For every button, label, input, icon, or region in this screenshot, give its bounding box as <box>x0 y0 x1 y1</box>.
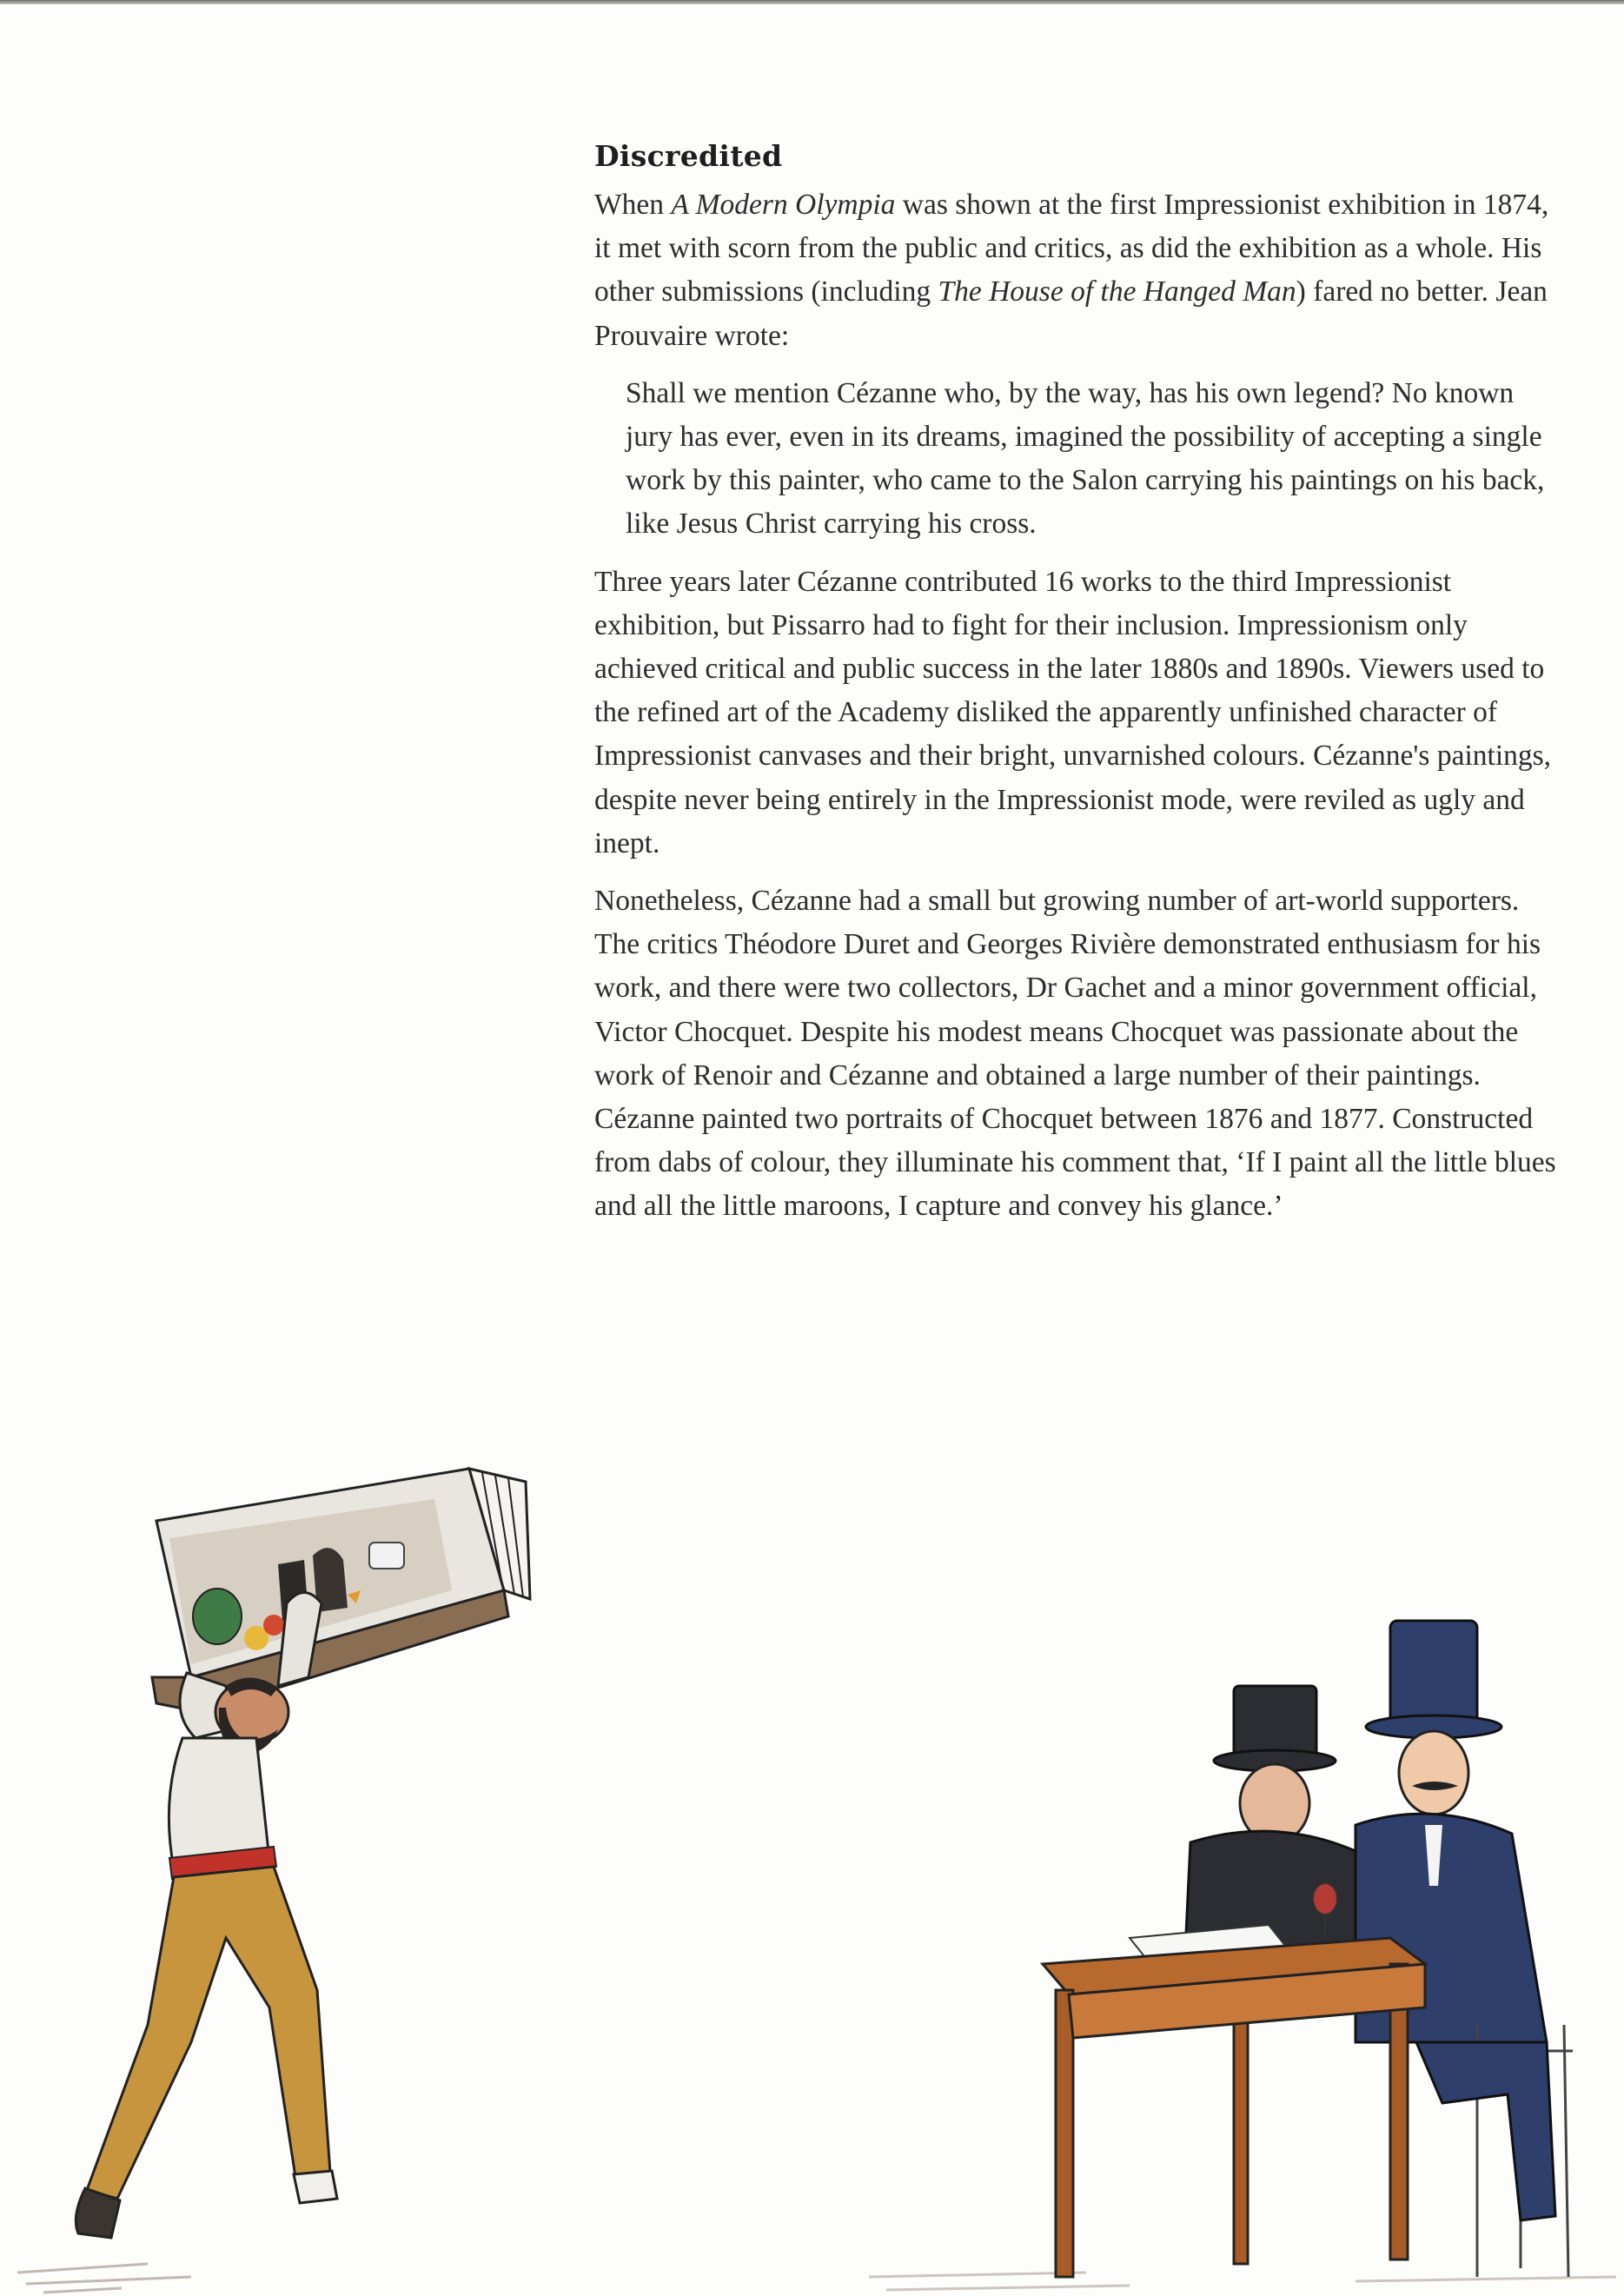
paragraph-supporters: Nonetheless, Cézanne had a small but growing number of art-world supporters. The critics Théodore Duret and Georges Rivière demonstrated enthusiasm for his work, and there were two collectors, Dr Gachet and a minor government official, Victor Chocquet. Despite his modest means Chocquet was passionate about the work of Renoir and Cézanne and obtained a large number of their paintings. Cézanne painted two portraits of Chocquet between 1876 and 1877. Constructed from dabs of colour, they illuminate his comment that, ‘If I paint all the little blues and all the little maroons, I capture and convey his glance.’ <box>594 885 1556 1223</box>
painting-crate <box>152 1469 530 1712</box>
paragraph-olympia <box>594 183 1563 358</box>
artwork-title-olympia: A Modern Olympia <box>671 189 896 221</box>
two-men-at-desk-illustration <box>869 1590 1624 2296</box>
paragraph-olympia-lead: When <box>594 189 672 221</box>
page-top-rule <box>0 0 1624 4</box>
paragraph-third-exhibition: Three years later Cézanne contributed 16 works to the third Impressionist exhibition, but Pissarro had to fight for their inclusion. Impressionism only achieved critical and public success in the later 1880s and 1890s. Viewers used to the refined art of the Academy disliked the apparently unfinished character of Impressionist canvases and their bright, unvarnished colours. Cézanne's paintings, despite never being entirely in the Impressionist mode, were reviled as ugly and inept. <box>594 565 1552 859</box>
paragraph-olympia-tail: ) fared no better. Jean Prouvaire wrote: <box>594 275 1548 352</box>
prouvaire-quote: Shall we mention Cézanne who, by the way, has his own legend? No known jury has ever, even in its dreams, imagined the possibility of accepting a single work by this painter, who came to the Salon carrying his paintings on his back, like Jesus Christ carrying his cross. <box>626 376 1545 541</box>
artwork-title-hanged-man: The House of the Hanged Man <box>938 275 1296 309</box>
article-column <box>594 139 1563 1243</box>
man-carrying-painting-illustration <box>17 1451 539 2296</box>
section-heading: Discredited <box>594 139 783 173</box>
paragraph-olympia-mid: was shown at the first Impressionist exhibition in 1874, it met with scorn from the public and critics, as did the exhibition as a whole. His other submissions (including <box>594 189 1549 309</box>
